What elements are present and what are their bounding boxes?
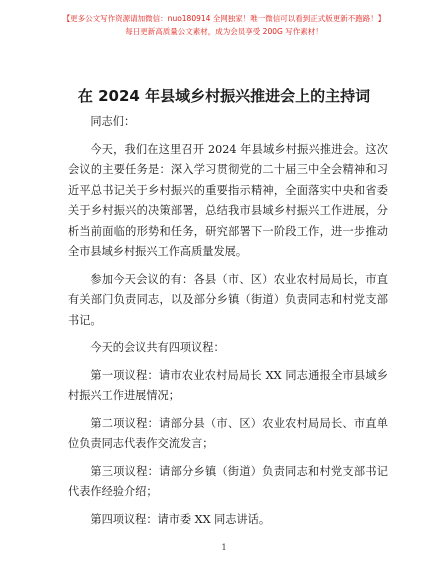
document-body [68, 112, 388, 537]
paragraph-attendees: 参加今天会议的有：各县（市、区）农业农村局局长，市直有关部门负责同志，以及部分乡镇（街道）负责同志和村党支部书记。 [68, 272, 388, 327]
paragraph-agenda-heading: 今天的会议共有四项议程： [90, 341, 225, 354]
paragraph-agenda-item-3: 第三项议程：请部分乡镇（街道）负责同志和村党支部书记代表作经验介绍； [68, 464, 388, 498]
paragraph-agenda-item-4: 第四项议程：请市委 XX 同志讲话。 [90, 512, 271, 526]
salutation: 同志们： [90, 115, 136, 128]
document-title: 在 2024 年县域乡村振兴推进会上的主持词 [77, 87, 371, 105]
promo-banner-line-2: 每日更新高质量公文素材，成为会员享受 200G 写作素材！ [125, 27, 323, 36]
paragraph-intro: 今天，我们在这里召开 2024 年县域乡村振兴推进会。这次会议的主要任务是：深入学习贯彻党的二十届三中全会精神和习近平总书记关于乡村振兴的重要指示精神，全面落实中央和省委关于乡村振兴的决策部署，总结我市县域乡村振兴工作进展，分析当前面临的形势和任务，研究部署下一阶段工作，进一步推动全市县域乡村振兴工作高质量发展。 [68, 142, 388, 258]
paragraph-agenda-item-2: 第二项议程：请部分县（市、区）农业农村局局长、市直单位负责同志代表作交流发言； [68, 416, 388, 450]
page-number: 1 [221, 543, 227, 552]
promo-banner-line-1: 【更多公文写作资源请加微信：nuo180914 全网独家！唯一微信可以看到正式版更新不跑路！】 [62, 14, 386, 23]
paragraph-agenda-item-1: 第一项议程：请市农业农村局局长 XX 同志通报全市县域乡村振兴工作进展情况； [68, 368, 388, 402]
